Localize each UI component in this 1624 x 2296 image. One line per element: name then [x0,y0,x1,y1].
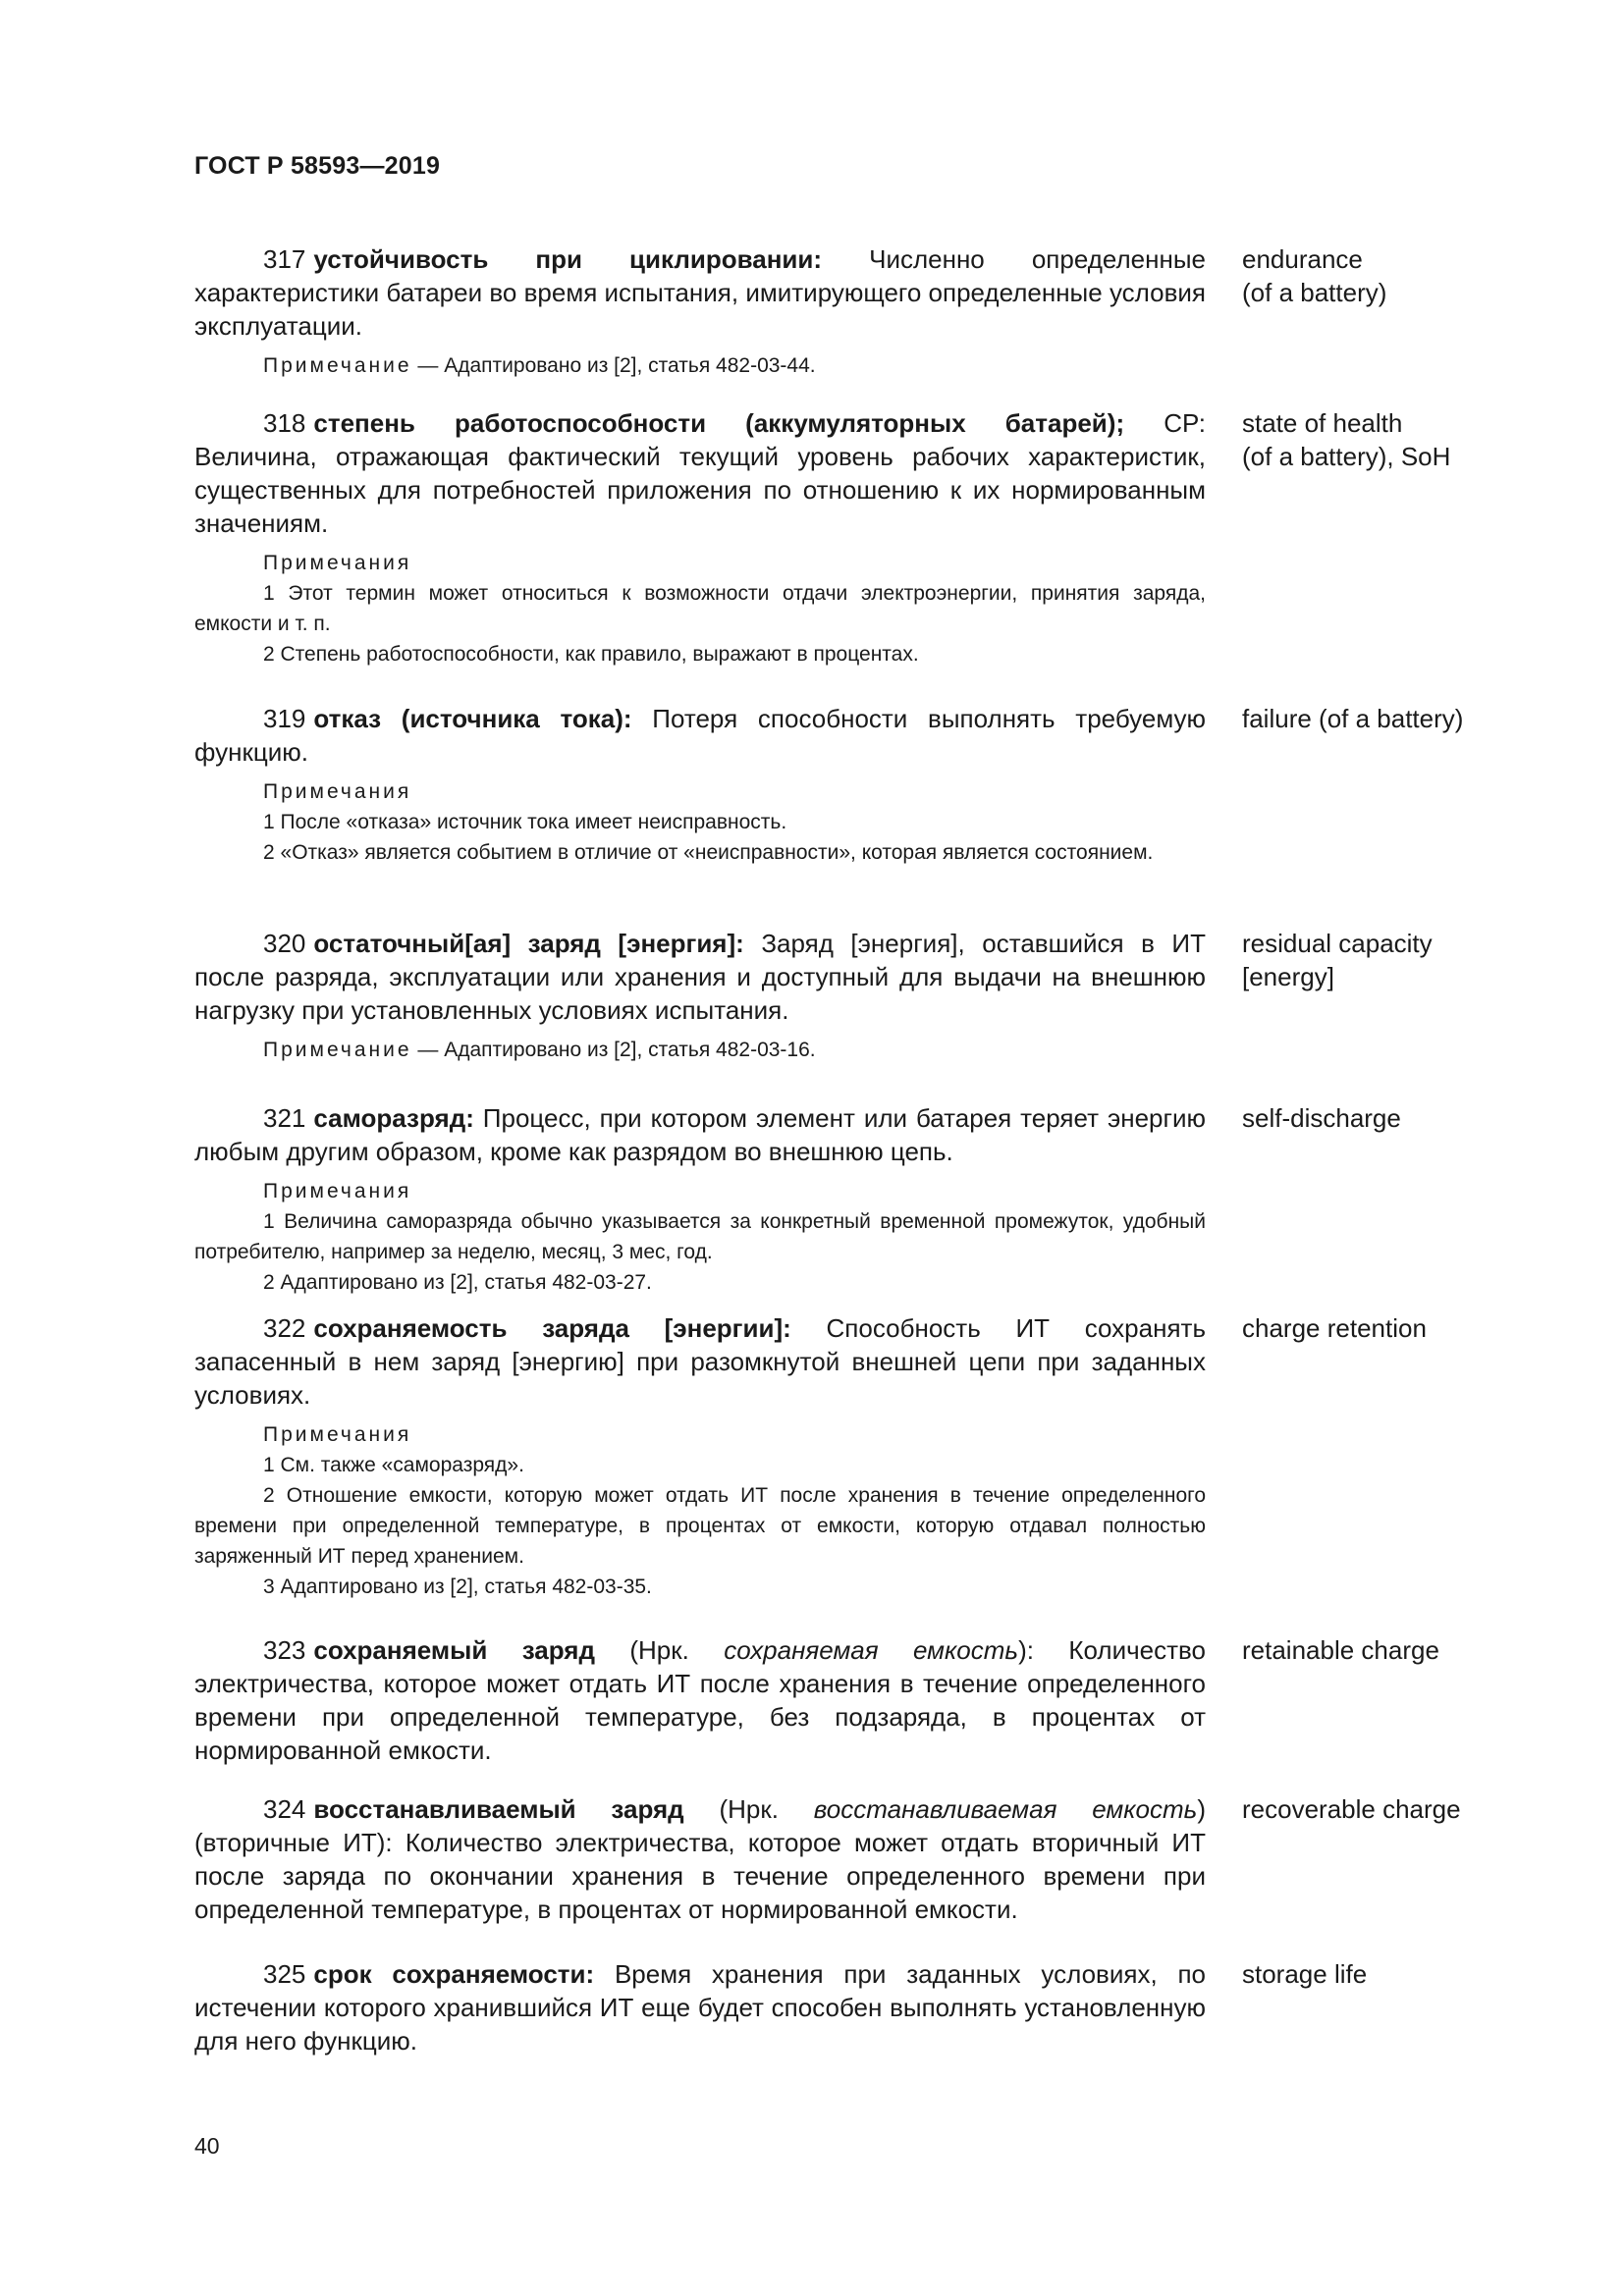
english-term: residual capacity [1242,929,1433,958]
note-item: 1 После «отказа» источник тока имеет неисправность. [263,811,787,833]
english-term: self-discharge [1242,1103,1401,1133]
entry-term: саморазряд: [313,1103,474,1133]
note-label: Примечание [263,1039,412,1061]
note-item: 2 «Отказ» является событием в отличие от «неисправности», которая является состоянием. [263,841,1154,864]
english-equivalent [1242,1311,1507,1345]
note-item: 1 Этот термин может относиться к возможности отдачи электроэнергии, принятия заряда, емкости и т. п. [194,582,1206,635]
note-text: — Адаптировано из [2], статья 482-03-44. [411,354,816,377]
term-entry-325 [194,1957,1510,2057]
entry-number: 319 [263,704,306,733]
entry-definition-text: (вторичные ИТ): Количество электричества, которое может отдать вторичный ИТ после заряда по окончании хранения в течение определенного времени при определенной температуре, в процентах от нормированной емкости. [194,1828,1206,1924]
entry-definition-text: Процесс, при котором элемент или батарея теряет энергию любым другим образом, кроме как разрядом во внешнюю цепь. [194,1103,1206,1166]
entry-notes [194,1035,1206,1065]
english-equivalent [1242,242,1507,309]
entry-term: срок сохраняемости: [313,1959,595,1989]
english-term: failure (of a battery) [1242,704,1464,733]
entry-notes [194,350,1206,381]
nrk-suffix: ) [1197,1794,1206,1824]
entry-number: 318 [263,408,306,438]
entry-definition [194,702,1206,769]
entry-definition-text: Время хранения при заданных условиях, по истечении которого хранившийся ИТ еще будет способен выполнять установленную для него функцию. [194,1959,1206,2056]
note-item: 1 См. также «саморазряд». [263,1454,524,1476]
entry-notes [194,548,1206,669]
entry-term: сохраняемый заряд [313,1635,595,1665]
entry-number: 320 [263,929,306,958]
entry-term: отказ (источника тока): [313,704,632,733]
nrk-suffix: ): [1018,1635,1034,1665]
entry-number: 324 [263,1794,306,1824]
entry-notes [194,1176,1206,1298]
entry-definition-text: Численно определенные характеристики батареи во время испытания, имитирующего определенные условия эксплуатации. [194,244,1206,341]
nrk-prefix: (Нрк. [683,1794,814,1824]
note-label: Примечание [263,354,412,377]
entry-definition [194,1633,1206,1767]
note-item: 1 Величина саморазряда обычно указывается за конкретный временной промежуток, удобный потребителю, например за неделю, месяц, 3 мес, год. [194,1210,1206,1263]
deprecated-term: сохраняемая емкость [724,1635,1019,1665]
note-item: 2 Отношение емкости, которую может отдать ИТ после хранения в течение определенного времени при определенной температуре, в процентах от емкости, которую отдавал полностью заряженный ИТ перед хранением. [194,1484,1206,1568]
entry-term: восстанавливаемый заряд [313,1794,684,1824]
note-text: — Адаптировано из [2], статья 482-03-16. [411,1039,816,1061]
entry-definition [194,1101,1206,1168]
entry-definition [194,1311,1206,1412]
english-term: charge retention [1242,1313,1427,1343]
entry-definition [194,242,1206,343]
notes-heading: Примечания [263,1180,412,1202]
entry-definition [194,927,1206,1027]
english-equivalent [1242,1633,1507,1667]
term-entry-320 [194,927,1510,1065]
note-item: 3 Адаптировано из [2], статья 482-03-35. [263,1575,652,1598]
notes-heading: Примечания [263,1423,412,1446]
entry-definition-text: Потеря способности выполнять требуемую функцию. [194,704,1206,767]
entry-term: сохраняемость заряда [энергии]: [313,1313,791,1343]
entry-notes [194,776,1206,868]
entry-number: 325 [263,1959,306,1989]
entry-notes [194,1419,1206,1602]
entry-definition-text: Заряд [энергия], оставшийся в ИТ после разряда, эксплуатации или хранения и доступный для выдачи на внешнюю нагрузку при установленных условиях испытания. [194,929,1206,1025]
entry-definition [194,1792,1206,1926]
entry-definition-text: Способность ИТ сохранять запасенный в нем заряд [энергию] при разомкнутой внешней цепи при заданных условиях. [194,1313,1206,1410]
entry-term: устойчивость при циклировании: [313,244,823,274]
english-equivalent [1242,702,1507,735]
entry-definition [194,406,1206,540]
term-entry-323 [194,1633,1510,1767]
page-number: 40 [194,2133,220,2159]
deprecated-term: восстанавливаемая емкость [813,1794,1198,1824]
entry-definition-text: Количество электричества, которое может отдать ИТ после хранения в течение определенного времени при определенной температуре, без подзаряда, в процентах от нормированной емкости. [194,1635,1206,1765]
english-equivalent [1242,927,1507,993]
english-equivalent [1242,406,1507,473]
document-title: ГОСТ Р 58593—2019 [194,152,441,180]
term-entry-318 [194,406,1510,669]
entry-number: 322 [263,1313,306,1343]
entry-term: остаточный[ая] заряд [энергия]: [313,929,744,958]
entry-definition-text: СР: Величина, отражающая фактический текущий уровень рабочих характеристик, существенных для потребностей приложения по отношению к их нормированным значениям. [194,408,1206,538]
entry-definition [194,1957,1206,2057]
english-term: retainable charge [1242,1635,1439,1665]
term-entry-319 [194,702,1510,868]
nrk-prefix: (Нрк. [594,1635,725,1665]
entry-term: степень работоспособности (аккумуляторных батарей); [313,408,1125,438]
note-item: 2 Адаптировано из [2], статья 482-03-27. [263,1271,652,1294]
notes-heading: Примечания [263,552,412,574]
notes-heading: Примечания [263,780,412,803]
entry-number: 321 [263,1103,306,1133]
english-equivalent [1242,1792,1507,1826]
term-entry-322 [194,1311,1510,1602]
entry-number: 317 [263,244,306,274]
english-term: state of health [1242,408,1403,438]
english-term: endurance [1242,244,1363,274]
english-term: recoverable charge [1242,1794,1461,1824]
english-term: storage life [1242,1959,1368,1989]
term-entry-317 [194,242,1510,381]
english-equivalent [1242,1101,1507,1135]
note-item: 2 Степень работоспособности, как правило, выражают в процентах. [263,643,919,666]
entry-number: 323 [263,1635,306,1665]
english-equivalent [1242,1957,1507,1991]
term-entry-321 [194,1101,1510,1298]
english-term-qualifier: (of a battery), SoH [1242,442,1451,471]
english-term-qualifier: [energy] [1242,962,1334,991]
english-term-qualifier: (of a battery) [1242,278,1387,307]
term-entry-324 [194,1792,1510,1926]
